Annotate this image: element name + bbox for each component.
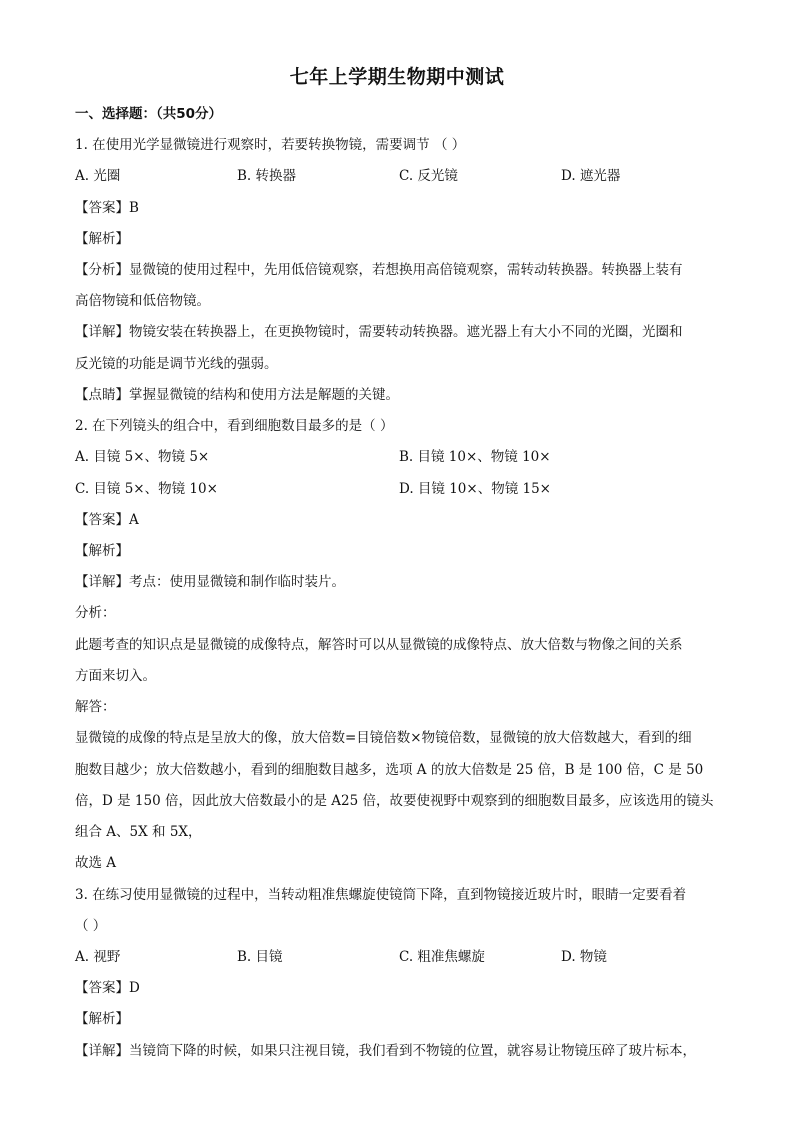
q2-xiangjie: 【详解】考点：使用显微镜和制作临时装片。 xyxy=(75,574,345,590)
q2-conclusion: 故选 A xyxy=(75,855,117,871)
q2-stem: 2. 在下列镜头的组合中，看到细胞数目最多的是（ ） xyxy=(75,418,394,434)
q3-answer: 【答案】D xyxy=(75,980,140,996)
q1-fenxi: 【分析】显微镜的使用过程中，先用低倍镜观察，若想换用高倍镜观察，需转动转换器。转换器上装有 xyxy=(75,262,683,278)
section-heading: 一、选择题：（共50分） xyxy=(75,106,223,122)
q1-analysis-label: 【解析】 xyxy=(75,231,129,247)
q2-option-c: C. 目镜 5×、物镜 10× xyxy=(75,481,218,497)
q1-option-d: D. 遮光器 xyxy=(561,168,621,184)
q2-analysis-label: 【解析】 xyxy=(75,543,129,559)
q2-jieda-1: 显微镜的成像的特点是呈放大的像，放大倍数=目镜倍数×物镜倍数，显微镜的放大倍数越大，看到的细 xyxy=(75,730,692,746)
q1-stem: 1. 在使用光学显微镜进行观察时，若要转换物镜，需要调节 （ ） xyxy=(75,137,466,153)
q1-answer: 【答案】B xyxy=(75,200,139,216)
q2-jieda-2: 胞数目越少；放大倍数越小，看到的细胞数目越多，选项 A 的放大倍数是 25 倍，B 是 100 倍，C 是 50 xyxy=(75,762,704,778)
q3-option-a: A. 视野 xyxy=(75,949,121,965)
q1-option-c: C. 反光镜 xyxy=(399,168,458,184)
q2-jieda-4: 组合 A、5X 和 5X， xyxy=(75,824,202,840)
q3-analysis-label: 【解析】 xyxy=(75,1011,129,1027)
q1-xiangjie: 【详解】物镜安装在转换器上，在更换物镜时，需要转动转换器。遮光器上有大小不同的光圈，光圈和 xyxy=(75,324,683,340)
q1-option-a: A. 光圈 xyxy=(75,168,121,184)
q2-jieda-label: 解答： xyxy=(75,699,116,715)
q2-answer: 【答案】A xyxy=(75,512,139,528)
q3-stem-cont: （ ） xyxy=(75,918,107,934)
q1-option-b: B. 转换器 xyxy=(237,168,297,184)
q2-option-b: B. 目镜 10×、物镜 10× xyxy=(399,449,551,465)
q2-fenxi-1: 此题考查的知识点是显微镜的成像特点，解答时可以从显微镜的成像特点、放大倍数与物像之间的关系 xyxy=(75,637,683,653)
q2-jieda-3: 倍，D 是 150 倍，因此放大倍数最小的是 A25 倍，故要使视野中观察到的细胞数目最多，应该选用的镜头 xyxy=(75,793,714,809)
q2-option-a: A. 目镜 5×、物镜 5× xyxy=(75,449,210,465)
q2-option-d: D. 目镜 10×、物镜 15× xyxy=(399,481,551,497)
q3-option-c: C. 粗准焦螺旋 xyxy=(399,949,485,965)
q2-fenxi-2: 方面来切入。 xyxy=(75,668,156,684)
q1-xiangjie-cont: 反光镜的功能是调节光线的强弱。 xyxy=(75,356,278,372)
q1-dianjing: 【点睛】掌握显微镜的结构和使用方法是解题的关键。 xyxy=(75,387,399,403)
q3-option-b: B. 目镜 xyxy=(237,949,283,965)
q3-xiangjie: 【详解】当镜筒下降的时候，如果只注视目镜，我们看到不物镜的位置，就容易让物镜压碎了玻片标本， xyxy=(75,1043,696,1059)
q3-stem: 3. 在练习使用显微镜的过程中，当转动粗准焦螺旋使镜筒下降，直到物镜接近玻片时，眼睛一定要看着 xyxy=(75,887,687,903)
q2-fenxi-label: 分析： xyxy=(75,605,116,621)
q3-option-d: D. 物镜 xyxy=(561,949,607,965)
page-title: 七年上学期生物期中测试 xyxy=(289,66,505,88)
q1-fenxi-cont: 高倍物镜和低倍物镜。 xyxy=(75,293,210,309)
